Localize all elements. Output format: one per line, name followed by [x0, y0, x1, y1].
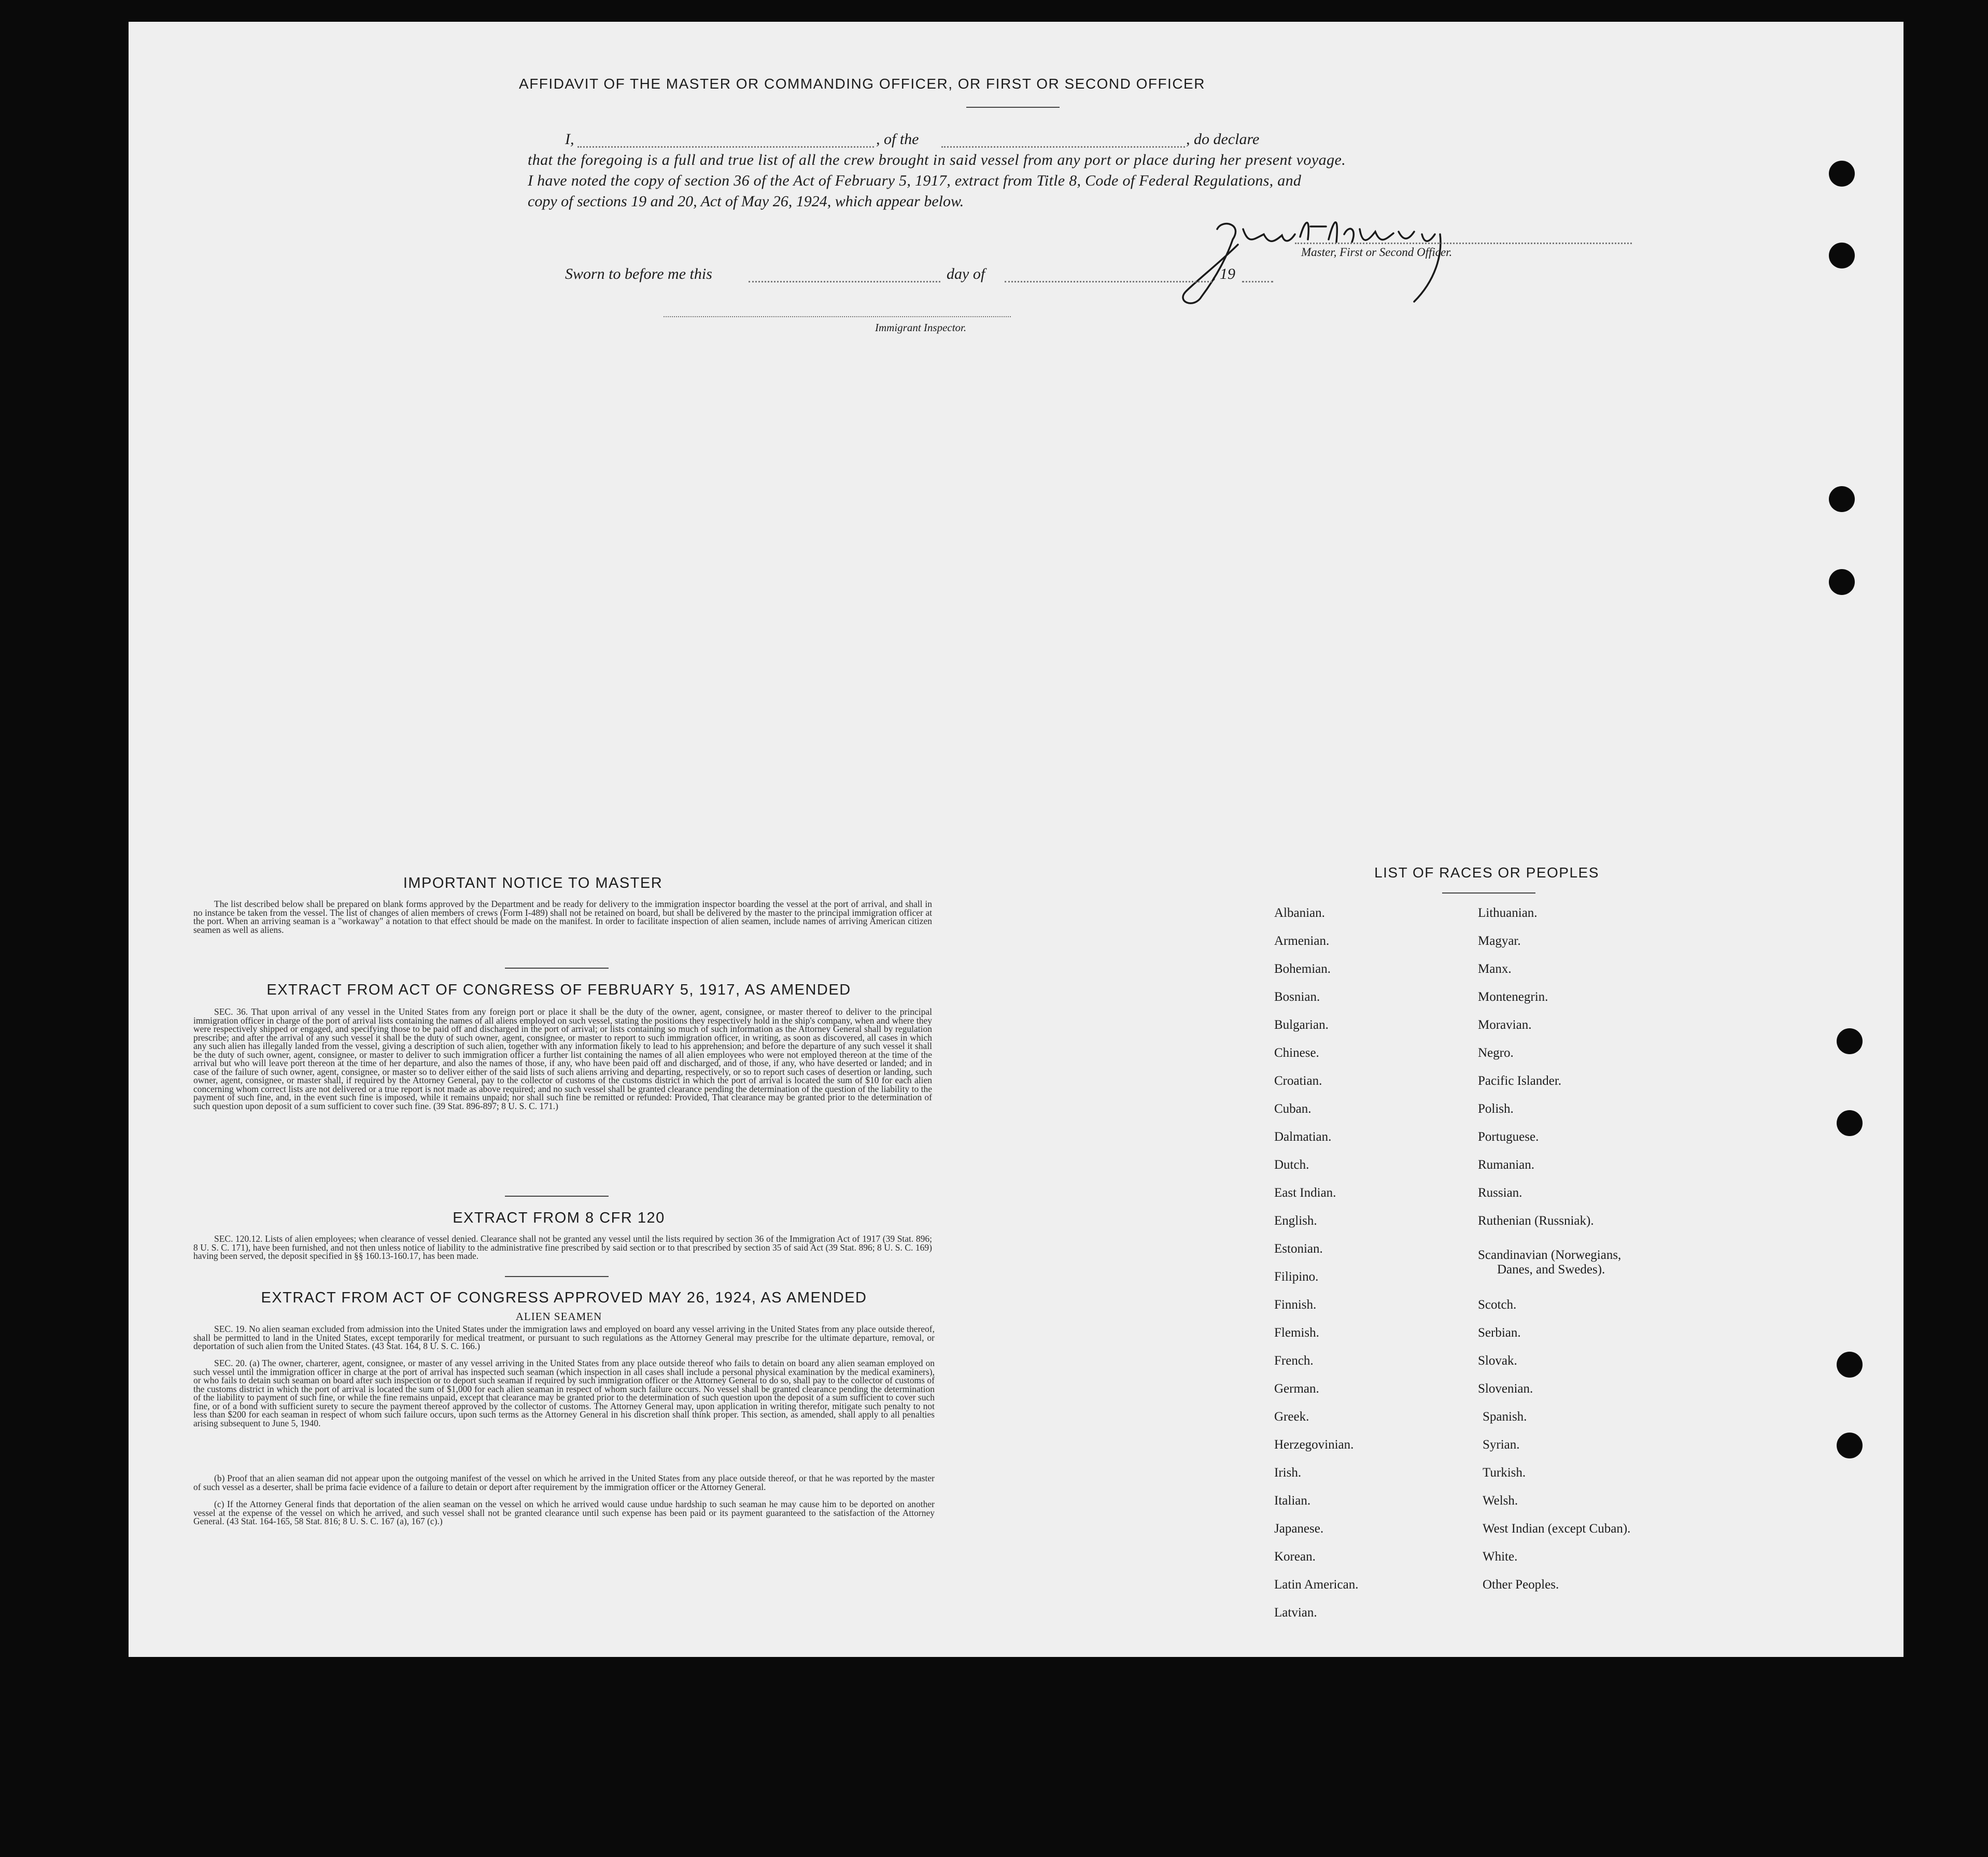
- punch-hole: [1829, 243, 1855, 268]
- sworn-month-blank: [1005, 281, 1212, 282]
- race-item: Scandinavian (Norwegians,: [1478, 1248, 1622, 1262]
- race-item: Bohemian.: [1274, 962, 1331, 976]
- race-item: Pacific Islander.: [1478, 1074, 1562, 1088]
- race-item: Armenian.: [1274, 934, 1330, 948]
- extract-1924-subtitle: ALIEN SEAMEN: [515, 1310, 602, 1323]
- race-item: Lithuanian.: [1478, 906, 1538, 920]
- punch-hole: [1837, 1352, 1863, 1378]
- punch-hole: [1837, 1433, 1863, 1458]
- race-item: French.: [1274, 1354, 1314, 1368]
- race-item: Latin American.: [1274, 1578, 1359, 1592]
- race-item: Latvian.: [1274, 1606, 1317, 1620]
- race-item: Slovak.: [1478, 1354, 1517, 1368]
- extract-1924-sec20a: SEC. 20. (a) The owner, charterer, agent, consignee, or master of any vessel arriving in the United States from any place outside thereof who fails to detain on board any alien seaman employed on such vessel until the immigration officer in charge at the port of arrival has inspected such seaman (which inspection in all cases shall include a personal physical examination by the medical examiners), or who fails to detain such seaman on board after such inspection or to deport such seaman if required by such immigration officer or the Attorney General to do so, shall pay to the collector of customs of the customs district in which the port of arrival is located the sum of $1,000 for each alien seaman in respect of whom such failure occurs. No vessel shall be granted clearance pending the determination of the liability to payment of such fine, or while the fine remains unpaid, except that clearance may be granted prior to the determination of such question upon the deposit of a sum sufficient to cover such fine, or of a bond with sufficient surety to secure the payment thereof approved by the collector of customs. The Attorney General may, upon application in writing therefor, mitigate such penalty to not less than $200 for each seaman in respect of whom such failure occurs, upon such terms as the Attorney General in his discretion shall think proper. This section, as amended, shall apply to all penalties arising subsequent to June 5, 1940.: [193, 1358, 935, 1428]
- divider: [505, 968, 609, 969]
- race-item: White.: [1483, 1550, 1518, 1564]
- race-item: Polish.: [1478, 1102, 1514, 1116]
- punch-hole: [1837, 1028, 1863, 1054]
- sworn-year: , 19: [1212, 265, 1235, 282]
- inspector-label: Immigrant Inspector.: [875, 321, 967, 334]
- race-item: Filipino.: [1274, 1270, 1319, 1284]
- race-item: Dutch.: [1274, 1158, 1309, 1172]
- races-title: LIST OF RACES OR PEOPLES: [1374, 864, 1599, 881]
- extract-cfr-title: EXTRACT FROM 8 CFR 120: [453, 1210, 665, 1226]
- sworn-day-of: day of: [947, 265, 985, 282]
- race-item: Flemish.: [1274, 1326, 1319, 1340]
- race-item: Korean.: [1274, 1550, 1316, 1564]
- race-item: Albanian.: [1274, 906, 1325, 920]
- extract-cfr-text: SEC. 120.12. Lists of alien employees; when clearance of vessel denied. Clearance shall not be granted any vessel until the lists required by section 36 of the Immigration Act of 1917 (39 Stat. 896; 8 U. S. C. 171), have been furnished, and not then unless notice of liability to the administrative fine prescribed by said section or to that prescribed by section 35 of said Act (39 Stat. 896; 8 U. S. C. 169) having been served, the deposit specified in §§ 160.13-160.17, has been made.: [193, 1234, 932, 1261]
- race-item: Greek.: [1274, 1410, 1309, 1424]
- punch-hole: [1829, 569, 1855, 595]
- race-item: Danes, and Swedes).: [1497, 1263, 1605, 1277]
- race-item: Bosnian.: [1274, 990, 1320, 1004]
- affidavit-i: I,: [565, 131, 574, 148]
- race-item: Other Peoples.: [1483, 1578, 1559, 1592]
- race-item: Cuban.: [1274, 1102, 1312, 1116]
- race-item: German.: [1274, 1382, 1319, 1396]
- affidavit-line-3: I have noted the copy of section 36 of the Act of February 5, 1917, extract from Title 8, Code of Federal Regulations, and: [528, 172, 1302, 189]
- extract-1924-sec20b: (b) Proof that an alien seaman did not appear upon the outgoing manifest of the vessel on which he arrived in the United States from any place outside thereof, or that he was reported by the master of such vessel as a deserter, shall be prima facie evidence of a failure to detain or deport after requirement by the immigration officer or the Attorney General.: [193, 1473, 935, 1492]
- divider: [505, 1196, 609, 1197]
- race-item: Syrian.: [1483, 1438, 1520, 1452]
- race-item: Magyar.: [1478, 934, 1521, 948]
- race-item: Chinese.: [1274, 1046, 1319, 1060]
- race-item: Dalmatian.: [1274, 1130, 1332, 1144]
- affidavit-of-the: , of the: [876, 131, 919, 148]
- sworn-prefix: Sworn to before me this: [565, 265, 712, 282]
- race-item: Croatian.: [1274, 1074, 1322, 1088]
- race-item: Montenegrin.: [1478, 990, 1548, 1004]
- inspector-signature-line: [664, 316, 1011, 317]
- extract-1917-text: SEC. 36. That upon arrival of any vessel in the United States from any foreign port or place it shall be the duty of the owner, agent, consignee, or master thereof to deliver to the principal immigration officer in charge of the port of arrival lists containing the names of all aliens employed on such vessel, stating the positions they respectively hold in the ship's company, when and where they were respectively shipped or engaged, and specifying those to be paid off and discharged in the port of arrival; or lists containing so much of such information as the Attorney General shall by regulation prescribe; and after the arrival of any such vessel it shall be the duty of such owner, agent, consignee, or master to report to such immigration officer, in writing, as soon as discovered, all cases in which any such alien has illegally landed from the vessel, giving a description of such alien, together with any information likely to lead to his apprehension; and before the departure of any such vessel it shall be the duty of such owner, agent, consignee, or master to deliver to such immigration officer a further list containing the names of all alien employees who were not employed thereon at the time of the arrival but who will leave port thereon at the time of her departure, and also the names of those, if any, who have been paid off and discharged, and of those, if any, who have deserted or landed; and in case of the failure of such owner, agent, consignee, or master so to deliver either of the said lists of such aliens arriving and departing, respectively, or so to report such cases of desertion or landing, such owner, agent, consignee, or master shall, if required by the Attorney General, pay to the collector of customs of the customs district in which the port of arrival is located the sum of $10 for each alien concerning whom correct lists are not delivered or a true report is not made as above required; and no such vessel shall be granted clearance pending the determination of the question of the liability to the payment of such fine, and, in the event such fine is imposed, while it remains unpaid; nor shall such fine be remitted or refunded: Provided, That clearance may be granted prior to the determination of such question upon deposit of a sum sufficient to cover such fine. (39 Stat. 896-897; 8 U. S. C. 171.): [193, 1007, 932, 1111]
- affidavit-title: AFFIDAVIT OF THE MASTER OR COMMANDING OFFICER, OR FIRST OR SECOND OFFICER: [519, 76, 1205, 92]
- race-item: West Indian (except Cuban).: [1483, 1522, 1631, 1536]
- punch-hole: [1837, 1110, 1863, 1136]
- signature-line: [1295, 243, 1632, 244]
- notice-text: The list described below shall be prepared on blank forms approved by the Department and be ready for delivery to the immigration inspector boarding the vessel at the port of arrival, and shall in no instance be taken from the vessel. The list of changes of alien members of crews (Form I-489) shall not be retained on board, but shall be delivered by the master to the principal immigration officer at the port. When an arriving seaman is a "workaway" a notation to that effect should be made on the manifest. In order to facilitate inspection of alien seamen, include names of arriving American citizen seamen as well as aliens.: [193, 899, 932, 935]
- race-item: Manx.: [1478, 962, 1512, 976]
- extract-1924-sec20c: (c) If the Attorney General finds that deportation of the alien seaman on the vessel on which he arrived would cause undue hardship to such seaman he may cause him to be deported on another vessel at the expense of the vessel on which he arrived, and such vessel shall not be granted clearance until such expense has been paid or its payment guaranteed to the satisfaction of the Attorney General. (43 Stat. 164-165, 58 Stat. 816; 8 U. S. C. 167 (a), 167 (c).): [193, 1499, 935, 1526]
- punch-hole: [1829, 486, 1855, 512]
- race-item: Rumanian.: [1478, 1158, 1535, 1172]
- name-blank: [577, 146, 874, 148]
- sworn-year-blank: [1242, 281, 1273, 282]
- race-item: Bulgarian.: [1274, 1018, 1329, 1032]
- document-page: [129, 22, 1904, 1657]
- affidavit-line-2: that the foregoing is a full and true list of all the crew brought in said vessel from any port or place during her present voyage.: [528, 151, 1346, 168]
- punch-hole: [1829, 161, 1855, 187]
- race-item: Russian.: [1478, 1186, 1522, 1200]
- master-label: Master, First or Second Officer.: [1301, 246, 1453, 259]
- affidavit-do-declare: , do declare: [1186, 131, 1260, 148]
- divider: [505, 1276, 609, 1277]
- race-item: Portuguese.: [1478, 1130, 1539, 1144]
- race-item: Spanish.: [1483, 1410, 1527, 1424]
- race-item: Italian.: [1274, 1494, 1311, 1508]
- extract-1917-title: EXTRACT FROM ACT OF CONGRESS OF FEBRUARY 5, 1917, AS AMENDED: [266, 982, 851, 998]
- extract-1924-title: EXTRACT FROM ACT OF CONGRESS APPROVED MAY 26, 1924, AS AMENDED: [261, 1289, 867, 1306]
- race-item: Herzegovinian.: [1274, 1438, 1354, 1452]
- race-item: Scotch.: [1478, 1298, 1517, 1312]
- race-item: Moravian.: [1478, 1018, 1532, 1032]
- sworn-date-blank: [749, 281, 940, 282]
- race-item: English.: [1274, 1214, 1317, 1228]
- race-item: Welsh.: [1483, 1494, 1518, 1508]
- race-item: Negro.: [1478, 1046, 1514, 1060]
- vessel-blank: [941, 146, 1185, 148]
- race-item: Turkish.: [1483, 1466, 1526, 1480]
- race-item: Serbian.: [1478, 1326, 1521, 1340]
- divider: [966, 107, 1060, 108]
- race-item: Estonian.: [1274, 1242, 1323, 1256]
- notice-title: IMPORTANT NOTICE TO MASTER: [403, 875, 663, 891]
- race-item: Japanese.: [1274, 1522, 1324, 1536]
- affidavit-line-4: copy of sections 19 and 20, Act of May 26, 1924, which appear below.: [528, 193, 964, 210]
- race-item: Finnish.: [1274, 1298, 1317, 1312]
- race-item: Irish.: [1274, 1466, 1302, 1480]
- race-item: East Indian.: [1274, 1186, 1336, 1200]
- race-item: Slovenian.: [1478, 1382, 1533, 1396]
- extract-1924-sec19: SEC. 19. No alien seaman excluded from admission into the United States under the immigration laws and employed on board any vessel arriving in the United States from any place outside thereof, shall be permitted to land in the United States, except temporarily for medical treatment, or pursuant to such regulations as the Attorney General may prescribe for the ultimate departure, removal, or deportation of such alien from the United States. (43 Stat. 164, 8 U. S. C. 166.): [193, 1324, 935, 1351]
- race-item: Ruthenian (Russniak).: [1478, 1214, 1594, 1228]
- divider: [1442, 892, 1535, 894]
